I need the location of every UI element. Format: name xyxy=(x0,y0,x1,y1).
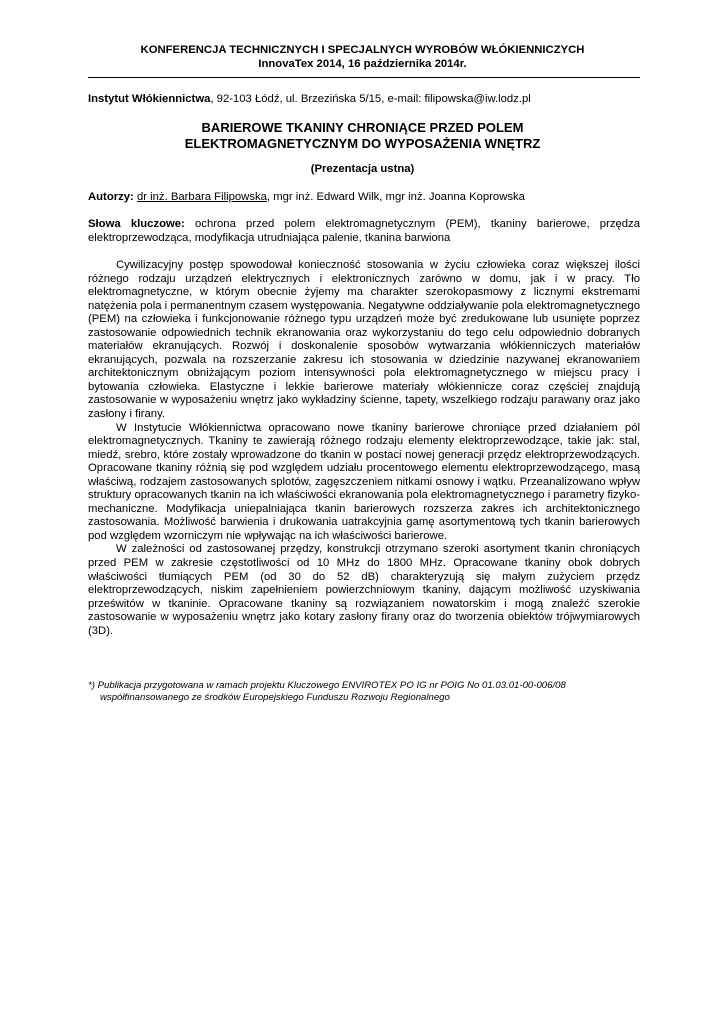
keywords-label: Słowa kluczowe: xyxy=(88,218,185,230)
paragraph-3: W zależności od zastosowanej przędzy, konstrukcji otrzymano szeroki asortyment tkanin chroniących przed PEM w zakresie częstotliwości od 10 MHz do 1800 MHz. Opracowane tkaniny obok dobrych właściwości tłumiących PEM (od 30 do 52 dB) charakteryzują się małym zużyciem przędz elektroprzewodzących, niskim zapełnieniem powierzchniowym tkaniny, dającym możliwość uzyskiwania prześwitów w tkaninie. Opracowane tkaniny są rozwiązaniem nowatorskim i mogą znaleźć szerokie zastosowanie w wyposażeniu wnętrz jako kotary zasłony firany oraz do tworzenia obiektów trójwymiarowych (3D). xyxy=(88,543,640,637)
conference-header xyxy=(88,43,637,71)
authors-label: Autorzy: xyxy=(88,191,134,203)
footnote-line-1: *) Publikacja przygotowana w ramach projektu Kluczowego ENVIROTEX PO IG nr POIG No 01.03.01-00-006/08 xyxy=(88,680,566,691)
institute-name: Instytut Włókiennictwa xyxy=(88,93,211,105)
abstract-body xyxy=(88,259,640,638)
paper-title-line-1: BARIEROWE TKANINY CHRONIĄCE PRZED POLEM xyxy=(201,120,524,135)
conference-name: KONFERENCJA TECHNICZNYCH I SPECJALNYCH WYROBÓW WŁÓKIENNICZYCH xyxy=(140,44,585,56)
presentation-type: (Prezentacja ustna) xyxy=(310,163,415,175)
authors-line xyxy=(88,190,640,204)
paper-title xyxy=(88,120,637,152)
keywords-text: ochrona przed polem elektromagnetycznym (PEM), tkaniny barierowe, przędza elektroprzewodząca, modyfikacja utrudniająca palenie, tkanina barwiona xyxy=(88,218,640,244)
conference-date: InnovaTex 2014, 16 października 2014r. xyxy=(258,58,467,70)
funding-footnote xyxy=(88,680,640,704)
paper-title-line-2: ELEKTROMAGNETYCZNYM DO WYPOSAŻENIA WNĘTRZ xyxy=(184,136,541,151)
other-authors: , mgr inż. Edward Wilk, mgr inż. Joanna Koprowska xyxy=(266,191,525,203)
institute-address: , 92-103 Łódź, ul. Brzezińska 5/15, e-mail: filipowska@iw.lodz.pl xyxy=(210,93,531,105)
paragraph-2: W Instytucie Włókiennictwa opracowano nowe tkaniny barierowe chroniące przed działaniem pól elektromagnetycznych. Tkaniny te zawierają różnego rodzaju elementy elektroprzewodzące, takie jak: stal, miedź, srebro, które zostały wprowadzone do tkanin w postaci nowej generacji przędz elektroprzewodzących. Opracowane tkaniny różnią się pod względem udziału procentowego elementu elektroprzewodzącego, masą właściwą, rodzajem zastosowanych splotów, zagęszczeniem nitkami osnowy i wątku. Przeanalizowano wpływ struktury opracowanych tkanin na ich właściwości ekranowania pola elektromagnetycznego i parametry fizyko-mechaniczne. Modyfikacja uniepalniająca tkanin barierowych rozszerza zakres ich architektonicznego zastosowania. Możliwość barwienia i drukowania uatrakcyjnia gamę asortymentową tych tkanin barierowych pod względem wzorniczym nie wpływając na ich właściwości barierowe. xyxy=(88,421,640,542)
first-author: dr inż. Barbara Filipowska xyxy=(136,191,267,203)
footnote-line-2: współfinansowanego ze środków Europejskiego Funduszu Rozwoju Regionalnego xyxy=(100,692,450,703)
paragraph-1: Cywilizacyjny postęp spowodował konieczność stosowania w życiu człowieka coraz większej ilości różnego rodzaju urządzeń elektrycznych i elektronicznych zarówno w domu, jak i w pracy. Tło elektromagnetyczne, w którym obecnie żyjemy ma charakter szerokopasmowy z licznymi ekstremami natężenia pola i permanentnym czasem występowania. Negatywne oddziaływanie pola elektromagnetycznego (PEM) na człowieka i funkcjonowanie różnego typu urządzeń może być zredukowane lub usunięte poprzez zastosowanie odpowiednich technik ekranowania oraz wykorzystaniu do tego celu odpowiednio dobranych materiałów ekranujących. Rozwój i doskonalenie sposobów wytwarzania włókienniczych materiałów ekranujących, pozwala na rozszerzanie zakresu ich stosowania w dziedzinie nazywanej ekranowaniem architektonicznym obniżającym poziom intensywności pola elektromagnetycznego w miejscu pracy i bytowania człowieka. Elastyczne i lekkie barierowe materiały włókiennicze coraz częściej znajdują zastosowanie w wyposażeniu wnętrz jako wykładziny ścienne, tapety, wszelkiego rodzaju parawany oraz jako zasłony i firany. xyxy=(88,259,640,421)
institute-line xyxy=(88,92,640,106)
header-divider xyxy=(88,77,640,78)
keywords-block xyxy=(88,217,640,245)
